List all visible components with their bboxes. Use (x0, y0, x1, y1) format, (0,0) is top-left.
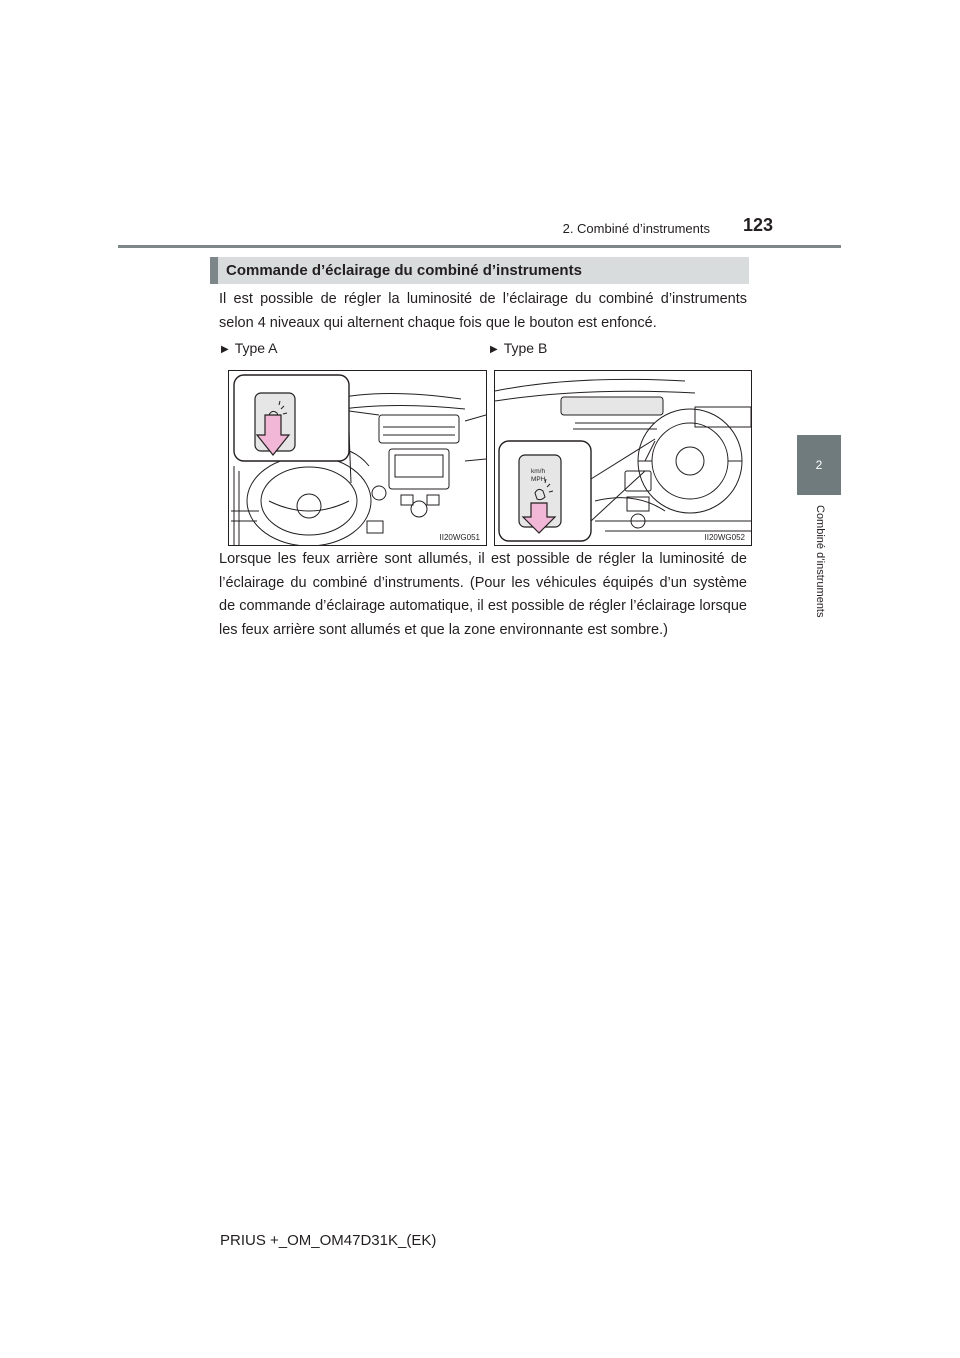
chapter-tab (797, 435, 841, 495)
figure-type-b (494, 370, 752, 546)
chapter-title: Combiné d’instruments (814, 505, 826, 618)
section-heading-text: Commande d’éclairage du combiné d’instruments (226, 262, 582, 279)
type-a-text: Type A (234, 340, 278, 356)
body-paragraph: Lorsque les feux arrière sont allumés, il est possible de régler la luminosité de l’éclairage du combiné d’instruments. (Pour les véhicules équipés d’un système de commande d’éclairage automatique, il est possible de régler l’éclairage lorsque les feux arrière sont allumés et que la zone environnante est sombre.) (219, 551, 747, 638)
type-b-label (490, 340, 547, 356)
section-heading (210, 257, 749, 284)
chapter-number: 2 (815, 458, 823, 472)
triangle-bullet-icon: ▶ (490, 344, 498, 355)
dashboard-illustration-type-b (495, 371, 751, 545)
switch-label-kmh: km/h (531, 468, 546, 475)
heading-accent-bar (210, 257, 218, 284)
page-number: 123 (742, 215, 773, 235)
type-b-text: Type B (503, 340, 548, 356)
dashboard-illustration-type-a (229, 371, 486, 545)
switch-label-mph: MPH (531, 476, 546, 483)
footer-doc-id: PRIUS +_OM_OM47D31K_(EK) (220, 1232, 437, 1249)
running-header-section: 2. Combiné d’instruments (562, 221, 710, 236)
figure-code: II20WG051 (439, 533, 480, 542)
figure-type-a (228, 370, 487, 546)
type-a-label (221, 340, 278, 356)
header-rule (118, 245, 841, 248)
figure-code: II20WG052 (704, 533, 745, 542)
intro-paragraph: Il est possible de régler la luminosité de l’éclairage du combiné d’instruments selon 4 niveaux qui alternent chaque fois que le bouton est enfoncé. (219, 291, 747, 331)
triangle-bullet-icon: ▶ (221, 344, 229, 355)
